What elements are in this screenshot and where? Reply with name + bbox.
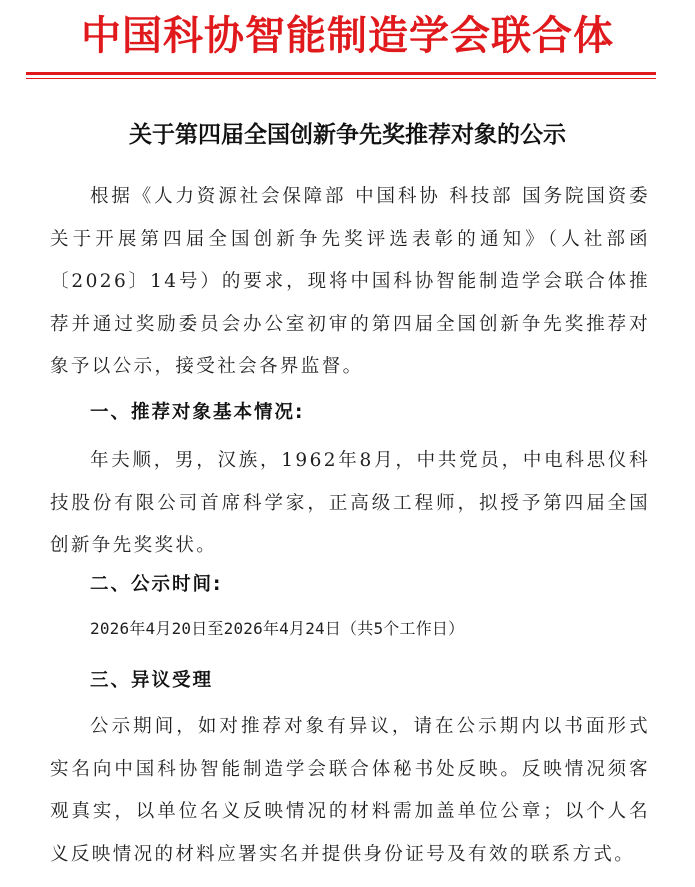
intro-paragraph: 根据《人力资源社会保障部 中国科协 科技部 国务院国资委关于开展第四届全国创新争先奖评选表彰的通知》（人社部函〔2026〕14号）的要求，现将中国科协智能制造学会联合体推荐并通过奖励委员会办公室初审的第四届全国创新争先奖推荐对象予以公示，接受社会各界监督。 xyxy=(50,186,650,377)
letterhead-red-rule-thick xyxy=(26,72,656,75)
letterhead-org-name: 中国科协智能制造学会联合体 xyxy=(81,12,614,59)
section-body-publicity-period: 2026年4月20日至2026年4月24日（共5个工作日） xyxy=(90,619,465,638)
section-heading-publicity-period: 二、公示时间: xyxy=(90,574,223,595)
document-title: 关于第四届全国创新争先奖推荐对象的公示 xyxy=(129,121,566,148)
section-heading-objections: 三、异议受理 xyxy=(90,670,214,691)
section-body-objections: 公示期间，如对推荐对象有异议，请在公示期内以书面形式实名向中国科协智能制造学会联合体秘书处反映。反映情况须客观真实，以单位名义反映情况的材料需加盖单位公章；以个人名义反映情况的材料应署实名并提供身份证号及有效的联系方式。 xyxy=(50,716,650,865)
letterhead-red-rule-thin xyxy=(26,78,656,79)
section-heading-nominee-info: 一、推荐对象基本情况: xyxy=(90,402,305,423)
section-body-nominee-info: 年夫顺，男，汉族，1962年8月，中共党员，中电科思仪科技股份有限公司首席科学家，正高级工程师，拟授予第四届全国创新争先奖奖状。 xyxy=(50,450,650,556)
